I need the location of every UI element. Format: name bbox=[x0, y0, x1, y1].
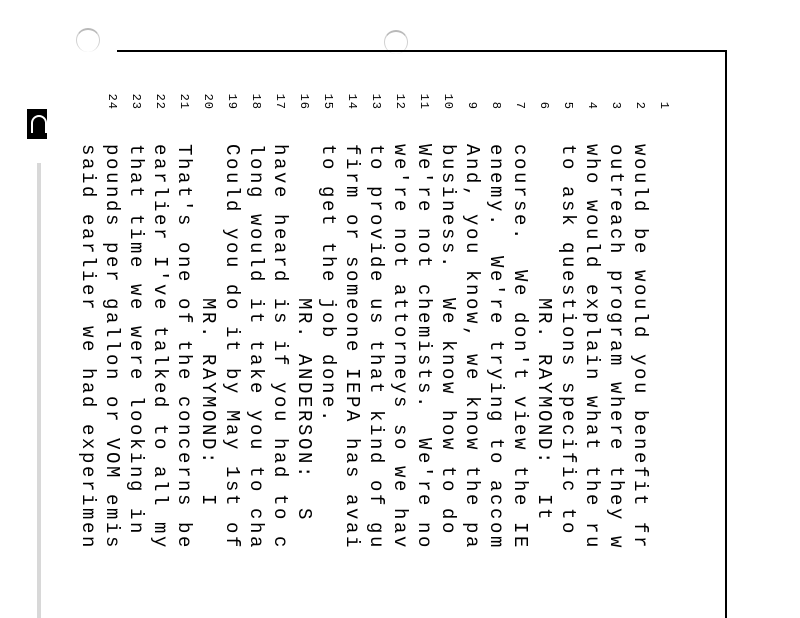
line-text: MR. RAYMOND: I bbox=[197, 144, 219, 509]
line-text: course. We don't view the IE bbox=[509, 144, 531, 551]
line-number: 12 bbox=[393, 93, 407, 110]
line-text: who would explain what the ru bbox=[581, 144, 603, 551]
line-number: 19 bbox=[225, 93, 239, 110]
line-number: 3 bbox=[609, 101, 623, 110]
line-text: to provide us that kind of gu bbox=[365, 144, 387, 551]
line-text: Could you do it by May 1st of bbox=[221, 144, 243, 551]
line-number: 17 bbox=[273, 93, 287, 110]
scanner-mark bbox=[27, 109, 47, 139]
line-text: that time we were looking in bbox=[125, 144, 147, 537]
line-number: 16 bbox=[297, 93, 311, 110]
line-text: pounds per gallon or VOM emis bbox=[101, 144, 123, 551]
line-text: long would it take you to cha bbox=[245, 144, 267, 551]
line-number: 5 bbox=[561, 101, 575, 110]
line-number: 20 bbox=[201, 93, 215, 110]
line-text: said earlier we had experimen bbox=[77, 144, 99, 551]
line-number: 7 bbox=[513, 101, 527, 110]
line-text: MR. ANDERSON: S bbox=[293, 144, 315, 523]
line-number: 9 bbox=[465, 101, 479, 110]
line-text: to ask questions specific to bbox=[557, 144, 579, 537]
line-number: 13 bbox=[369, 93, 383, 110]
line-text: earlier I've talked to all my bbox=[149, 144, 171, 551]
line-text: have heard is if you had to c bbox=[269, 144, 291, 551]
line-number: 8 bbox=[489, 101, 503, 110]
line-text: would be would you benefit fr bbox=[629, 144, 651, 551]
line-number: 22 bbox=[153, 93, 167, 110]
line-text: That's one of the concerns be bbox=[173, 144, 195, 551]
line-number: 11 bbox=[417, 93, 431, 110]
line-text: MR. RAYMOND: It bbox=[533, 144, 555, 523]
line-text: And, you know, we know the pa bbox=[461, 144, 483, 551]
line-text: business. We know how to do bbox=[437, 144, 459, 537]
punch-hole bbox=[76, 28, 100, 52]
line-text: to get the job done. bbox=[317, 144, 339, 425]
transcript-page bbox=[77, 80, 700, 618]
line-number: 1 bbox=[657, 101, 671, 110]
line-text: enemy. We're trying to accom bbox=[485, 144, 507, 551]
line-number: 24 bbox=[105, 93, 119, 110]
line-number: 14 bbox=[345, 93, 359, 110]
line-text: we're not attorneys so we hav bbox=[389, 144, 411, 551]
line-number: 21 bbox=[177, 93, 191, 110]
line-number: 23 bbox=[129, 93, 143, 110]
line-number: 2 bbox=[633, 101, 647, 110]
transcript-line bbox=[629, 80, 700, 551]
line-number: 6 bbox=[537, 101, 551, 110]
line-number: 15 bbox=[321, 93, 335, 110]
line-number: 18 bbox=[249, 93, 263, 110]
line-text: We're not chemists. We're no bbox=[413, 144, 435, 551]
page-edge-shadow bbox=[37, 163, 41, 618]
line-number: 4 bbox=[585, 101, 599, 110]
line-text: firm or someone IEPA has avai bbox=[341, 144, 363, 551]
line-text: outreach program where they w bbox=[605, 144, 627, 551]
line-number: 10 bbox=[441, 93, 455, 110]
